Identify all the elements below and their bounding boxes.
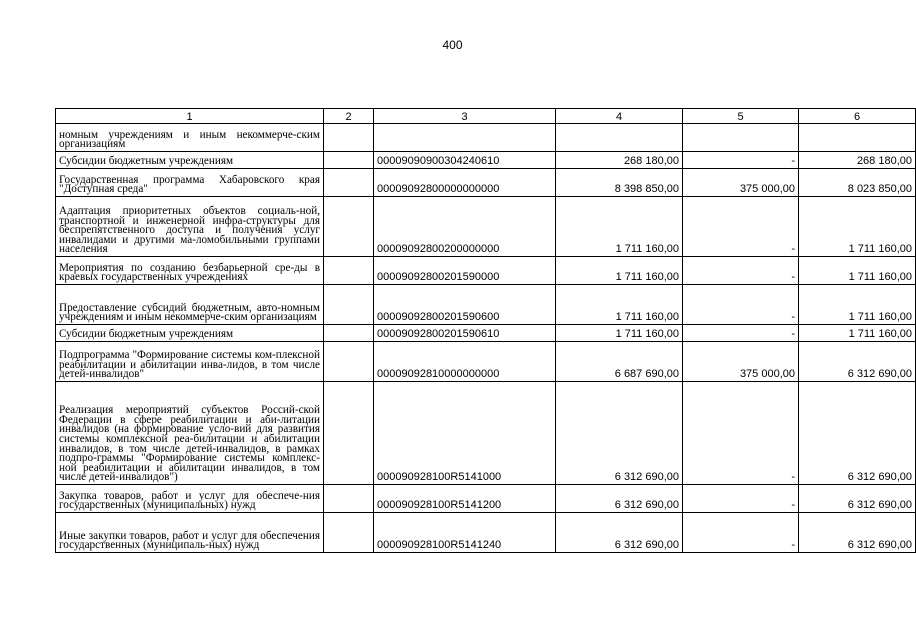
- table-row: [56, 257, 916, 285]
- row-col2: [324, 382, 374, 485]
- column-header-4: 4: [556, 109, 683, 124]
- table-row: [56, 485, 916, 513]
- row-col2: [324, 513, 374, 553]
- row-value-4: [556, 124, 683, 152]
- column-header-5: 5: [683, 109, 799, 124]
- row-value-5: -: [683, 382, 799, 485]
- table-row: [56, 152, 916, 169]
- row-name: Субсидии бюджетным учреждениям: [56, 152, 324, 169]
- row-name: Мероприятия по созданию безбарьерной сре-ды в краевых государственных учреждениях: [56, 257, 324, 285]
- row-value-5: -: [683, 197, 799, 257]
- row-value-6: 1 711 160,00: [799, 285, 916, 325]
- row-col2: [324, 152, 374, 169]
- row-value-4: 1 711 160,00: [556, 325, 683, 342]
- row-value-4: 6 312 690,00: [556, 513, 683, 553]
- row-name: Предоставление субсидий бюджетным, авто-номным учреждениям и иным некоммерче-ским организациям: [56, 285, 324, 325]
- row-col2: [324, 124, 374, 152]
- row-value-5: [683, 124, 799, 152]
- row-code: 00009092800201590000: [374, 257, 556, 285]
- row-code: 00009092800201590610: [374, 325, 556, 342]
- row-value-4: 6 312 690,00: [556, 382, 683, 485]
- row-value-5: 375 000,00: [683, 342, 799, 382]
- row-value-5: -: [683, 325, 799, 342]
- row-value-5: -: [683, 285, 799, 325]
- row-code: 00009090900304240610: [374, 152, 556, 169]
- row-value-5: -: [683, 152, 799, 169]
- table-row: [56, 325, 916, 342]
- row-code: [374, 124, 556, 152]
- table-row: [56, 342, 916, 382]
- table-row: [56, 197, 916, 257]
- row-col2: [324, 197, 374, 257]
- row-value-5: -: [683, 513, 799, 553]
- row-name: Подпрограмма "Формирование системы ком-плексной реабилитации и абилитации инва-лидов, в том числе детей-инвалидов": [56, 342, 324, 382]
- row-value-4: 1 711 160,00: [556, 285, 683, 325]
- row-value-6: 6 312 690,00: [799, 513, 916, 553]
- row-code: 00009092810000000000: [374, 342, 556, 382]
- row-name: Субсидии бюджетным учреждениям: [56, 325, 324, 342]
- row-value-4: 6 687 690,00: [556, 342, 683, 382]
- table-row: [56, 285, 916, 325]
- row-value-6: 1 711 160,00: [799, 257, 916, 285]
- row-value-5: -: [683, 257, 799, 285]
- row-value-6: 8 023 850,00: [799, 169, 916, 197]
- table-header-row: [56, 109, 916, 124]
- column-header-1: 1: [56, 109, 324, 124]
- row-code: 00009092800200000000: [374, 197, 556, 257]
- page-number: 400: [442, 38, 463, 52]
- table-row: [56, 124, 916, 152]
- row-value-6: [799, 124, 916, 152]
- row-value-6: 268 180,00: [799, 152, 916, 169]
- row-name: Государственная программа Хабаровского края "Доступная среда": [56, 169, 324, 197]
- row-code: 00009092800201590600: [374, 285, 556, 325]
- row-col2: [324, 485, 374, 513]
- row-value-6: 6 312 690,00: [799, 485, 916, 513]
- row-value-5: 375 000,00: [683, 169, 799, 197]
- row-value-4: 1 711 160,00: [556, 197, 683, 257]
- table-row: [56, 169, 916, 197]
- row-value-4: 8 398 850,00: [556, 169, 683, 197]
- row-code: 000090928100R5141240: [374, 513, 556, 553]
- row-code: 000090928100R5141000: [374, 382, 556, 485]
- budget-table: [55, 108, 916, 553]
- row-code: 00009092800000000000: [374, 169, 556, 197]
- column-header-3: 3: [374, 109, 556, 124]
- column-header-2: 2: [324, 109, 374, 124]
- row-col2: [324, 325, 374, 342]
- row-name: Реализация мероприятий субъектов Россий-ской Федерации в сфере реабилитации и аби-литации инвалидов (на формирование усло-вий для развития системы комплексной реа-билитации и абилитации инвалидов, в том числе детей-инвалидов, в рамках подпро-граммы "Формирование системы комплекс-ной реабилитации и абилитации инвалидов, в том числе детей-инвалидов"): [56, 382, 324, 485]
- table-row: [56, 382, 916, 485]
- row-value-4: 6 312 690,00: [556, 485, 683, 513]
- column-header-6: 6: [799, 109, 916, 124]
- row-name: Закупка товаров, работ и услуг для обеспече-ния государственных (муниципальных) нужд: [56, 485, 324, 513]
- row-value-4: 1 711 160,00: [556, 257, 683, 285]
- row-name: номным учреждениям и иным некоммерче-ским организациям: [56, 124, 324, 152]
- row-value-6: 1 711 160,00: [799, 197, 916, 257]
- row-name: Адаптация приоритетных объектов социаль-ной, транспортной и инженерной инфра-структуры для беспрепятственного доступа и получения услуг инвалидами и другими ма-ломобильными группами населения: [56, 197, 324, 257]
- row-value-4: 268 180,00: [556, 152, 683, 169]
- row-col2: [324, 169, 374, 197]
- row-value-5: -: [683, 485, 799, 513]
- row-name: Иные закупки товаров, работ и услуг для обеспечения государственных (муниципаль-ных) нужд: [56, 513, 324, 553]
- row-col2: [324, 342, 374, 382]
- row-col2: [324, 285, 374, 325]
- row-col2: [324, 257, 374, 285]
- row-code: 000090928100R5141200: [374, 485, 556, 513]
- table-row: [56, 513, 916, 553]
- row-value-6: 6 312 690,00: [799, 382, 916, 485]
- row-value-6: 6 312 690,00: [799, 342, 916, 382]
- row-value-6: 1 711 160,00: [799, 325, 916, 342]
